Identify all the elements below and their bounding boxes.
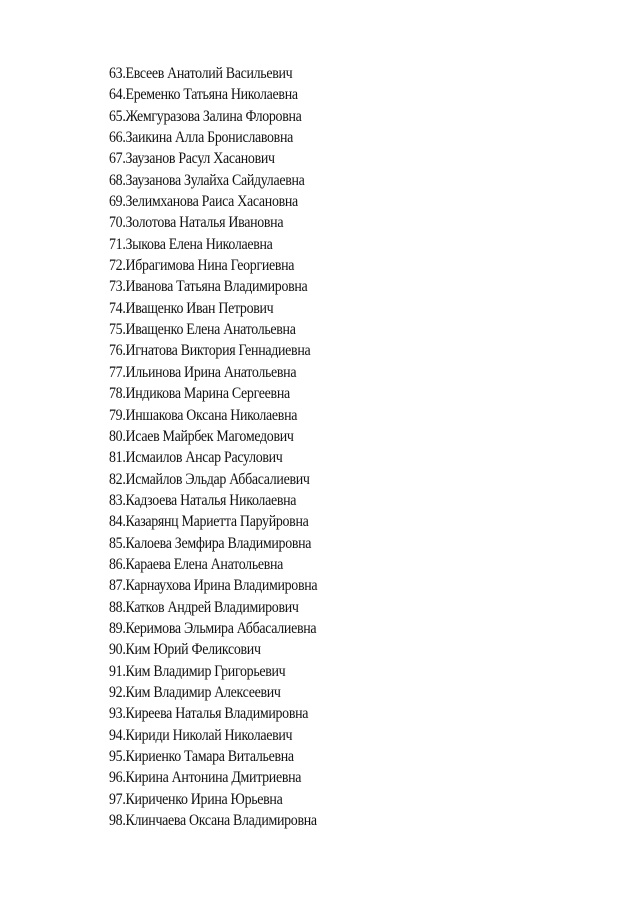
entry-name: Иващенко Елена Анатольевна [125, 321, 296, 339]
list-item [109, 469, 317, 490]
entry-separator: . [122, 107, 126, 125]
entry-name: Иншакова Оксана Николаевна [125, 406, 298, 424]
entry-name: Исмаилов Ансар Расулович [125, 449, 283, 467]
entry-name: Кадзоева Наталья Николаевна [125, 491, 297, 509]
entry-number: 85 [109, 534, 123, 552]
entry-name: Кириченко Ирина Юрьевна [125, 790, 283, 808]
entry-name: Кирина Антонина Дмитриевна [125, 769, 302, 787]
entry-name: Иванова Татьяна Владимировна [125, 278, 308, 296]
entry-separator: . [122, 129, 126, 147]
entry-name: Игнатова Виктория Геннадиевна [125, 342, 311, 360]
entry-number: 91 [109, 662, 123, 680]
list-item [109, 234, 317, 255]
entry-number: 97 [109, 790, 123, 808]
list-item [109, 767, 317, 788]
entry-number: 95 [109, 748, 123, 765]
entry-separator: . [122, 577, 126, 595]
entry-name: Керимова Эльмира Аббасалиевна [125, 619, 317, 637]
entry-separator: . [122, 278, 126, 296]
entry-number: 63 [109, 65, 123, 82]
entry-number: 98 [109, 812, 123, 830]
list-item [109, 212, 317, 233]
entry-number: 81 [109, 449, 123, 467]
entry-number: 89 [109, 619, 123, 637]
list-item [109, 191, 317, 212]
entry-name: Ким Владимир Алексеевич [125, 683, 281, 701]
list-item [109, 661, 317, 682]
entry-number: 93 [109, 705, 123, 723]
entry-name: Зыкова Елена Николаевна [125, 235, 273, 253]
entry-number: 74 [109, 299, 123, 317]
entry-name: Кириенко Тамара Витальевна [125, 748, 294, 765]
entry-number: 86 [109, 555, 123, 573]
list-item [109, 682, 317, 703]
entry-number: 94 [109, 726, 123, 744]
list-item [109, 340, 317, 361]
list-item [109, 575, 317, 596]
entry-separator: . [122, 513, 126, 531]
entry-number: 92 [109, 683, 123, 701]
entry-separator: . [122, 662, 126, 680]
list-item [109, 597, 317, 618]
list-item [109, 127, 317, 148]
entry-name: Золотова Наталья Ивановна [125, 214, 284, 232]
list-item [109, 703, 317, 724]
entry-number: 77 [109, 363, 123, 381]
list-item [109, 447, 317, 468]
entry-separator: . [122, 555, 126, 573]
list-item [109, 148, 317, 169]
entry-number: 79 [109, 406, 123, 424]
entry-name: Клинчаева Оксана Владимировна [125, 812, 317, 830]
list-item [109, 405, 317, 426]
entry-separator: . [122, 470, 126, 488]
entry-name: Ким Владимир Григорьевич [125, 662, 286, 680]
entry-name: Еременко Татьяна Николаевна [125, 86, 298, 104]
list-item [109, 426, 317, 447]
entry-separator: . [122, 491, 126, 509]
entry-name: Заузанова Зулайха Сайдулаевна [125, 171, 305, 189]
entry-number: 66 [109, 129, 123, 147]
entry-separator: . [122, 342, 126, 360]
entry-separator: . [122, 812, 126, 830]
entry-name: Калоева Земфира Владимировна [125, 534, 312, 552]
entry-separator: . [122, 748, 126, 765]
list-item [109, 106, 317, 127]
entry-separator: . [122, 65, 126, 82]
entry-name: Киреева Наталья Владимировна [125, 705, 309, 723]
entry-number: 72 [109, 257, 123, 275]
entry-separator: . [122, 150, 126, 168]
list-item [109, 725, 317, 746]
entry-separator: . [122, 214, 126, 232]
list-item [109, 618, 317, 639]
entry-separator: . [122, 449, 126, 467]
entry-number: 70 [109, 214, 123, 232]
entry-number: 96 [109, 769, 123, 787]
entry-separator: . [122, 619, 126, 637]
list-item [109, 170, 317, 191]
list-item [109, 810, 317, 831]
list-item [109, 639, 317, 660]
entry-separator: . [122, 726, 126, 744]
list-item [109, 298, 317, 319]
entry-name: Ибрагимова Нина Георгиевна [125, 257, 295, 275]
list-item [109, 789, 317, 810]
entry-number: 75 [109, 321, 123, 339]
list-item [109, 63, 317, 84]
list-item [109, 84, 317, 105]
entry-number: 76 [109, 342, 123, 360]
list-item [109, 511, 317, 532]
entry-separator: . [122, 86, 126, 104]
list-item [109, 319, 317, 340]
entry-number: 73 [109, 278, 123, 296]
name-list [109, 63, 340, 831]
entry-name: Исаев Майрбек Магомедович [125, 427, 294, 445]
entry-number: 68 [109, 171, 123, 189]
entry-number: 64 [109, 86, 123, 104]
entry-name: Жемгуразова Залина Флоровна [125, 107, 302, 125]
entry-number: 88 [109, 598, 123, 616]
entry-separator: . [122, 257, 126, 275]
entry-number: 80 [109, 427, 123, 445]
list-item [109, 490, 317, 511]
entry-name: Карнаухова Ирина Владимировна [125, 577, 318, 595]
entry-separator: . [122, 321, 126, 339]
entry-name: Ким Юрий Феликсович [125, 641, 261, 659]
entry-separator: . [122, 427, 126, 445]
entry-separator: . [122, 363, 126, 381]
entry-name: Иващенко Иван Петрович [125, 299, 274, 317]
entry-separator: . [122, 683, 126, 701]
entry-number: 84 [109, 513, 123, 531]
entry-number: 78 [109, 385, 123, 403]
entry-name: Казарянц Мариетта Паруйровна [125, 513, 309, 531]
entry-number: 87 [109, 577, 123, 595]
list-item [109, 255, 317, 276]
entry-name: Ильинова Ирина Анатольевна [125, 363, 297, 381]
entry-separator: . [122, 790, 126, 808]
entry-number: 83 [109, 491, 123, 509]
entry-separator: . [122, 769, 126, 787]
entry-number: 71 [109, 235, 123, 253]
entry-name: Индикова Марина Сергеевна [125, 385, 290, 403]
entry-name: Кириди Николай Николаевич [125, 726, 293, 744]
entry-number: 69 [109, 193, 123, 211]
list-item [109, 746, 317, 767]
entry-separator: . [122, 406, 126, 424]
entry-name: Исмайлов Эльдар Аббасалиевич [125, 470, 310, 488]
entry-separator: . [122, 641, 126, 659]
entry-separator: . [122, 299, 126, 317]
entry-separator: . [122, 598, 126, 616]
list-item [109, 533, 317, 554]
entry-number: 82 [109, 470, 123, 488]
list-item [109, 383, 317, 404]
entry-name: Катков Андрей Владимирович [125, 598, 299, 616]
entry-number: 90 [109, 641, 123, 659]
entry-separator: . [122, 193, 126, 211]
entry-number: 67 [109, 150, 123, 168]
entry-separator: . [122, 235, 126, 253]
entry-separator: . [122, 385, 126, 403]
entry-name: Зелимханова Раиса Хасановна [125, 193, 298, 211]
entry-number: 65 [109, 107, 123, 125]
entry-separator: . [122, 705, 126, 723]
entry-name: Заикина Алла Брониславовна [125, 129, 293, 147]
list-item [109, 554, 317, 575]
entry-separator: . [122, 534, 126, 552]
entry-name: Караева Елена Анатольевна [125, 555, 284, 573]
entry-name: Евсеев Анатолий Васильевич [125, 65, 293, 82]
entry-name: Заузанов Расул Хасанович [125, 150, 275, 168]
list-item [109, 362, 317, 383]
entry-separator: . [122, 171, 126, 189]
list-item [109, 276, 317, 297]
